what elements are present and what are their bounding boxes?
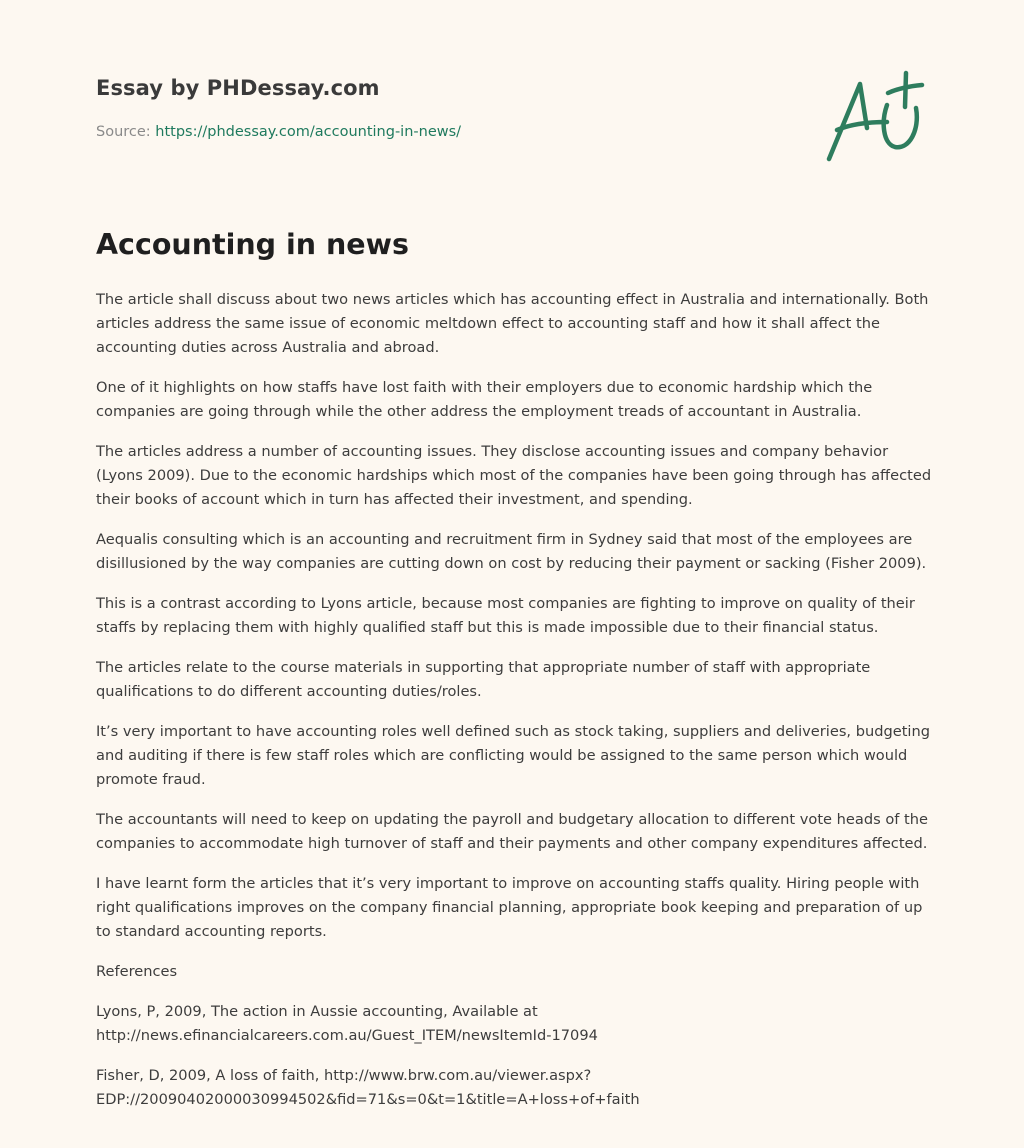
- paragraph: The articles address a number of accounting issues. They disclose accounting issues and company behavior (Lyons 2009). Due to the economic hardships which most of the companies have been going through has affected their books of account which in turn has affected their investment, and spending.: [96, 443, 932, 508]
- paragraph: The articles relate to the course materials in supporting that appropriate number of staff with appropriate qualifications to do different accounting duties/roles.: [96, 659, 871, 700]
- source-link[interactable]: https://phdessay.com/accounting-in-news/: [155, 124, 462, 140]
- paragraph: Aequalis consulting which is an accounting and recruitment firm in Sydney said that most of the employees are disillusioned by the way companies are cutting down on cost by reducing their payment or sacking (Fisher 2009).: [96, 531, 927, 572]
- paragraph: One of it highlights on how staffs have lost faith with their employers due to economic hardship which the companies are going through while the other address the employment treads of accountant in Australia.: [96, 379, 873, 420]
- reference-item: Fisher, D, 2009, A loss of faith, http://www.brw.com.au/viewer.aspx?EDP://20090402000030994502&fid=71&s=0&t=1&title=A+loss+of+faith: [96, 1067, 640, 1108]
- page-header: [96, 72, 928, 172]
- paragraph: The article shall discuss about two news articles which has accounting effect in Australia and internationally. Both articles address the same issue of economic meltdown effect to accounting staff and how it shall affect the accounting duties across Australia and abroad.: [96, 291, 929, 356]
- article: [96, 226, 936, 1128]
- source-line: [96, 124, 461, 140]
- paragraph: The accountants will need to keep on updating the payroll and budgetary allocation to different vote heads of the companies to accommodate high turnover of staff and their payments and other company expenditures affected.: [96, 811, 928, 852]
- paragraph: I have learnt form the articles that it’s very important to improve on accounting staffs quality. Hiring people with right qualifications improves on the company financial planning, appropriate book keeping and preparation of up to standard accounting reports.: [96, 875, 923, 940]
- site-title: Essay by PHDessay.com: [96, 76, 380, 100]
- a-plus-logo-icon[interactable]: [825, 70, 929, 166]
- references-heading: References: [96, 963, 178, 980]
- source-label: Source:: [96, 124, 156, 140]
- paragraph: It’s very important to have accounting roles well defined such as stock taking, suppliers and deliveries, budgeting and auditing if there is few staff roles which are conflicting would be assigned to the same person which would promote fraud.: [96, 723, 931, 788]
- paragraph: This is a contrast according to Lyons article, because most companies are fighting to improve on quality of their staffs by replacing them with highly qualified staff but this is made impossible due to their financial status.: [96, 595, 915, 636]
- reference-item: Lyons, P, 2009, The action in Aussie accounting, Available at http://news.efinancialcareers.com.au/Guest_ITEM/newsItemId-17094: [96, 1003, 598, 1044]
- article-title: Accounting in news: [96, 228, 409, 261]
